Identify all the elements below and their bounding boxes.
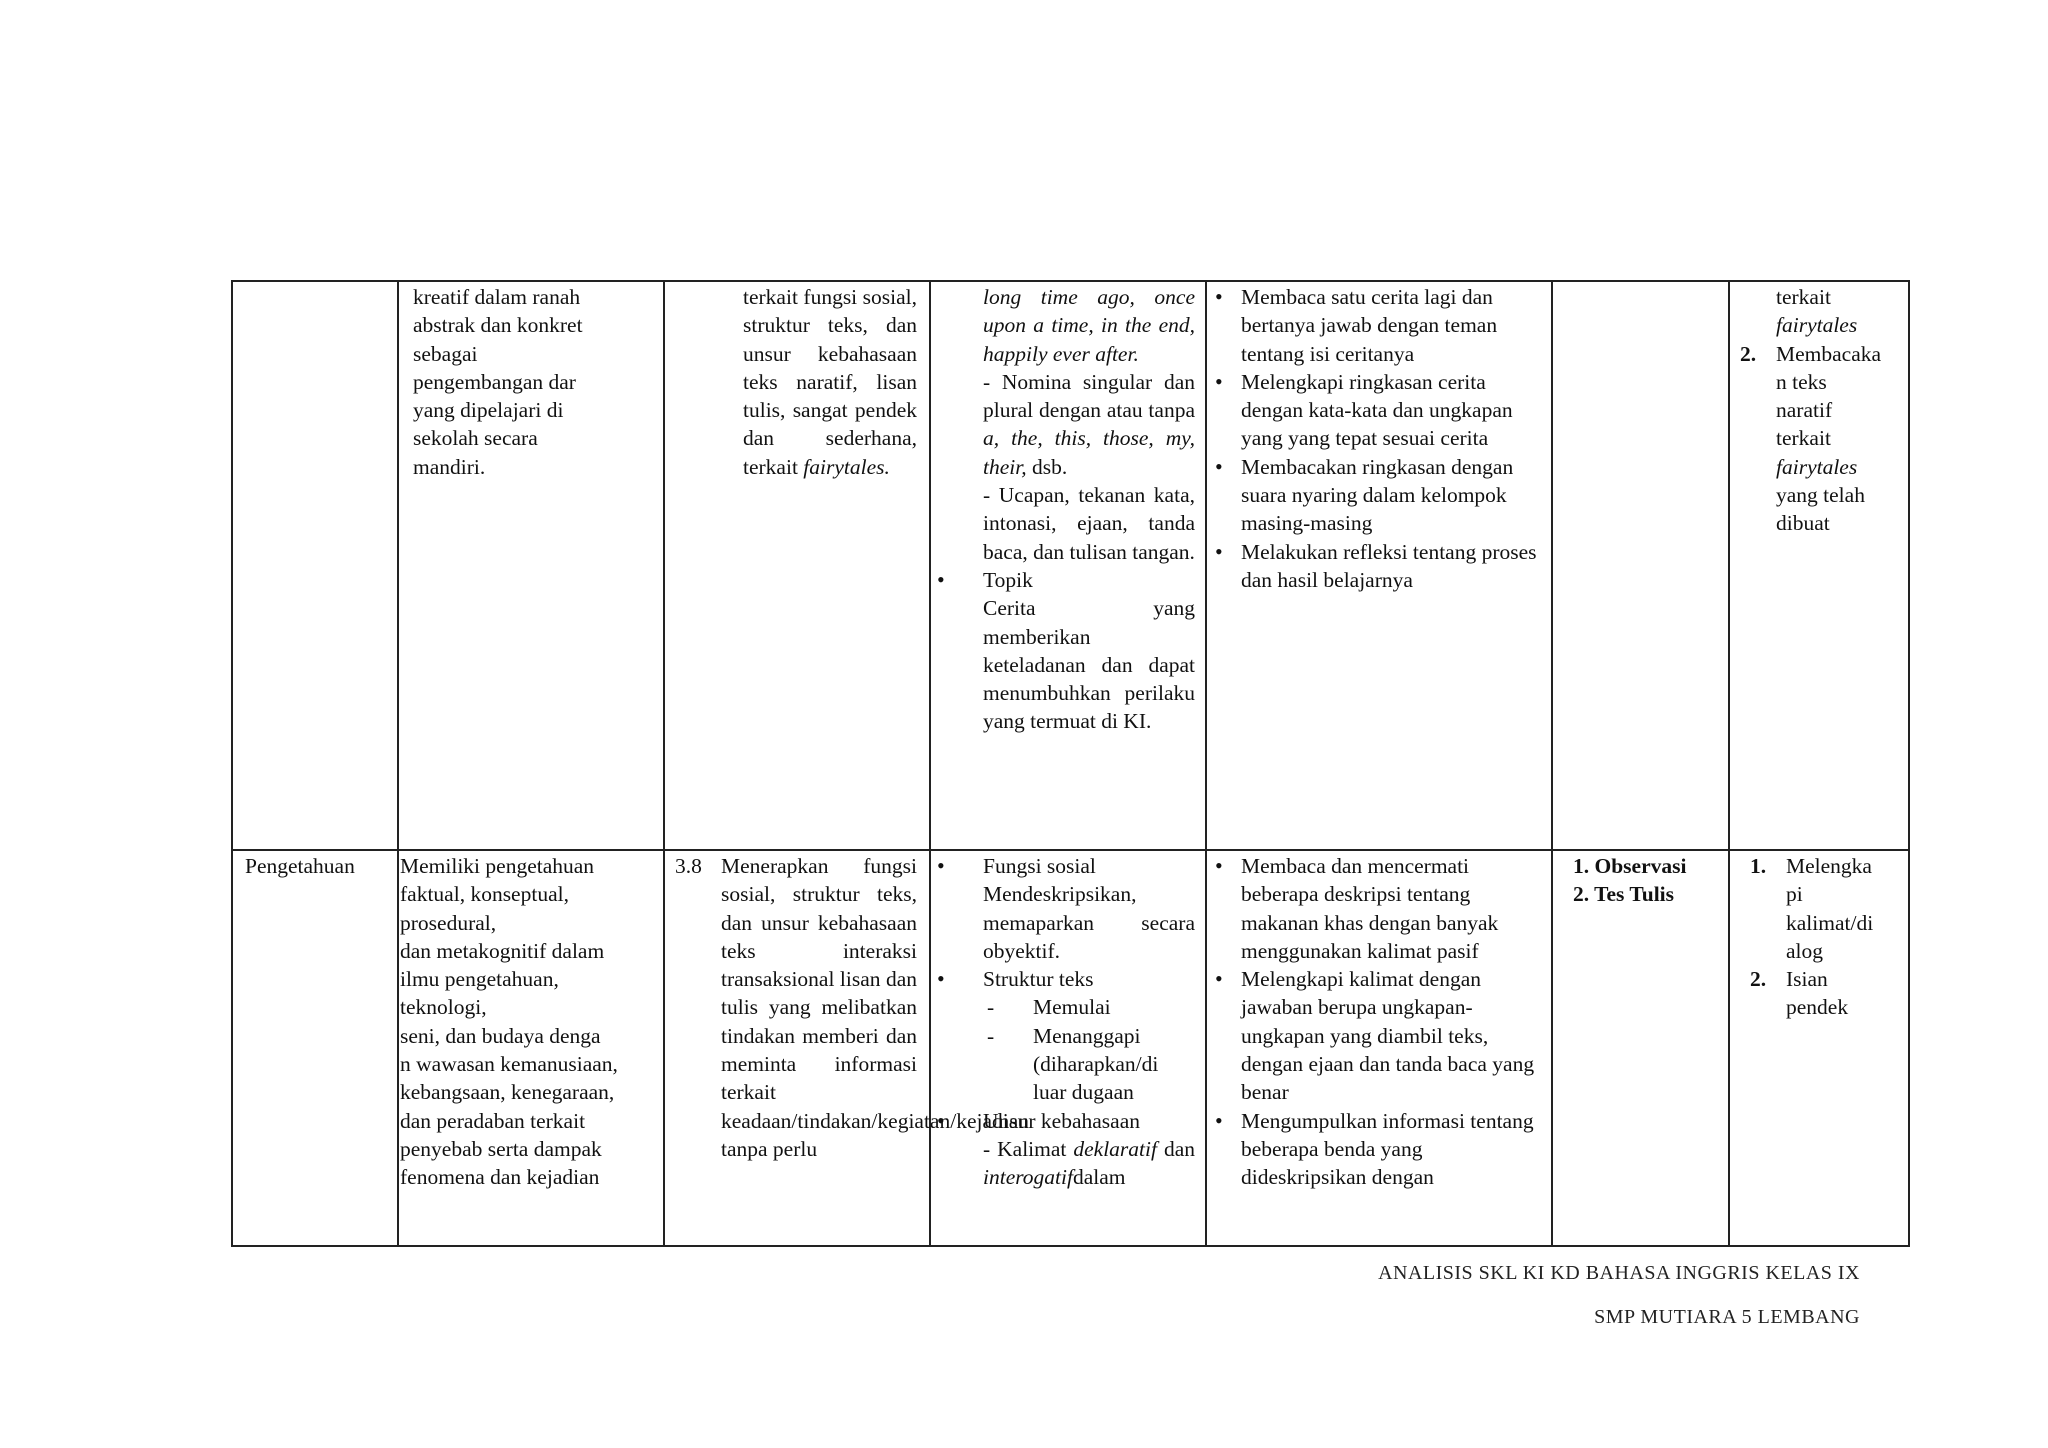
item-line: kalimat/di <box>1786 910 1874 935</box>
fungsi-label: • Fungsi sosial <box>983 854 1096 878</box>
teknik-item: 1. Observasi <box>1573 854 1687 878</box>
ki-line: ilmu pengetahuan, <box>400 967 559 992</box>
instrumen-cont-italic: fairytales <box>1776 313 1858 338</box>
kegiatan-cell <box>1206 281 1552 850</box>
materi-intro: long time ago, once upon a time, in the end, happily ever after. <box>983 285 1195 366</box>
materi-topik-list <box>983 566 1195 736</box>
list-item <box>983 1107 1195 1192</box>
ki-line: kreatif dalam ranah <box>413 285 581 309</box>
unsur-label: • Unsur kebahasaan <box>983 1108 1141 1133</box>
table-row <box>232 850 1909 1246</box>
instrumen-cell <box>1729 850 1909 1246</box>
teknik-cell <box>1552 281 1729 850</box>
table-row <box>232 281 1909 850</box>
ki-line: n wawasan kemanusiaan, <box>400 1052 618 1077</box>
ki-line: seni, dan budaya denga <box>400 1023 601 1048</box>
list-item <box>1750 965 1902 1022</box>
list-item: • Mengumpulkan informasi tentang beberapa benda yang dideskripsikan dengan <box>1241 1107 1541 1192</box>
instrumen-list <box>1730 851 1908 1022</box>
item-line: yang telah <box>1776 483 1865 508</box>
ki-line: dan metakognitif dalam <box>400 938 605 963</box>
item-line: Isian <box>1786 967 1828 992</box>
item-line: alog <box>1786 938 1824 963</box>
materi-cell <box>930 281 1206 850</box>
kegiatan-list <box>1207 851 1551 1192</box>
list-item <box>983 852 1195 965</box>
kompetensi-inti-cell <box>398 850 664 1246</box>
kegiatan-cell <box>1206 850 1552 1246</box>
footer-school: SMP MUTIARA 5 LEMBANG <box>1594 1306 1860 1328</box>
item-line: n teks <box>1776 369 1827 394</box>
ki-line: Memiliki pengetahuan <box>400 854 595 878</box>
materi-ucapan: - Ucapan, tekanan kata, intonasi, ejaan, tanda baca, dan tulisan tangan. <box>983 483 1195 564</box>
materi-cell <box>930 850 1206 1246</box>
list-item: • Membacakan ringkasan dengan suara nyaring dalam kelompok masing-masing <box>1241 453 1541 538</box>
ki-line: kebangsaan, kenegaraan, <box>400 1080 615 1105</box>
kd-text: Menerapkan fungsi sosial, struktur teks, dan unsur kebahasaan teks interaksi transaksional lisan dan tulis yang melibatkan tindakan memberi dan meminta informasi terkait keadaan/tindakan/kegiatan/kejadian tanpa perlu <box>721 854 1030 1161</box>
materi-nomina: - Nomina singular dan plural dengan atau tanpa a, the, this, those, my, their, dsb. <box>983 369 1195 479</box>
list-item: • Melakukan refleksi tentang proses dan hasil belajarnya <box>1241 538 1541 595</box>
list-item: - Menanggapi (diharapkan/di luar dugaan <box>1033 1022 1195 1107</box>
list-item: • Melengkapi ringkasan cerita dengan kata-kata dan ungkapan yang yang tepat sesuai cerita <box>1241 368 1541 453</box>
instrumen-cont: terkait <box>1776 285 1831 309</box>
list-item <box>983 566 1195 736</box>
item-number: 1. <box>1750 854 1767 878</box>
kompetensi-dasar-cell <box>664 850 1030 1246</box>
list-item: • Melengkapi kalimat dengan jawaban berupa ungkapan-ungkapan yang diambil teks, dengan ejaan dan tanda baca yang benar <box>1241 965 1541 1106</box>
ki-line: yang dipelajari di <box>413 398 564 423</box>
list-item <box>983 965 1195 1106</box>
item-line: terkait <box>1776 426 1831 451</box>
ki-line: dan peradaban terkait <box>400 1108 586 1133</box>
item-line: pendek <box>1786 995 1849 1020</box>
item-line: fairytales <box>1776 454 1858 479</box>
item-line: dibuat <box>1776 511 1830 536</box>
list-item: • Membaca dan mencermati beberapa deskripsi tentang makanan khas dengan banyak menggunakan kalimat pasif <box>1241 852 1541 965</box>
ki-line: sekolah secara <box>413 426 538 451</box>
aspect-cell <box>232 850 398 1246</box>
teknik-cell <box>1552 850 1729 1246</box>
ki-line: prosedural, <box>400 910 497 935</box>
list-item: - Memulai <box>1033 993 1195 1021</box>
kompetensi-dasar-cell <box>664 281 930 850</box>
list-item <box>1740 340 1902 538</box>
struktur-label: • Struktur teks <box>983 967 1094 992</box>
kegiatan-list <box>1207 282 1551 594</box>
item-line: Melengka <box>1786 854 1872 878</box>
aspect-label: Pengetahuan <box>245 854 355 878</box>
topik-label: • Topik <box>983 567 1033 592</box>
ki-line: faktual, konseptual, <box>400 882 569 907</box>
materi-list <box>931 851 1205 1192</box>
ki-line: pengembangan dar <box>413 369 576 394</box>
item-line: pi <box>1786 882 1803 907</box>
instrumen-cell <box>1729 281 1909 850</box>
item-line: naratif <box>1776 398 1833 423</box>
footer-title: ANALISIS SKL KI KD BAHASA INGGRIS KELAS IX <box>1378 1262 1860 1284</box>
struktur-list <box>983 993 1195 1106</box>
instrumen-list <box>1740 340 1902 538</box>
list-item <box>1750 852 1902 965</box>
kd-number: 3.8 <box>675 854 702 878</box>
ki-line: mandiri. <box>413 454 486 479</box>
teknik-item: 2. Tes Tulis <box>1573 882 1675 907</box>
fungsi-text: Mendeskripsikan, memaparkan secara obyektif. <box>983 882 1195 963</box>
aspect-cell <box>232 281 398 850</box>
ki-line: fenomena dan kejadian <box>400 1165 600 1190</box>
item-number: 2. <box>1750 967 1767 992</box>
analysis-table <box>231 280 1910 1247</box>
item-line: Membacaka <box>1776 341 1882 366</box>
unsur-text: - Kalimat deklaratif dan interogatifdalam <box>983 1136 1196 1190</box>
list-item: • Membaca satu cerita lagi dan bertanya jawab dengan teman tentang isi ceritanya <box>1241 283 1541 368</box>
item-number: 2. <box>1740 341 1757 366</box>
topik-text: Cerita yang memberikan keteladanan dan dapat menumbuhkan perilaku yang termuat di KI. <box>983 596 1195 734</box>
ki-line: penyebab serta dampak <box>400 1136 602 1161</box>
kompetensi-inti-cell <box>398 281 664 850</box>
ki-line: abstrak dan konkret <box>413 313 583 338</box>
ki-line: sebagai <box>413 341 478 366</box>
ki-line: teknologi, <box>400 995 487 1020</box>
kd-text: terkait fungsi sosial, struktur teks, dan unsur kebahasaan teks naratif, lisan tulis, sangat pendek dan sederhana, terkait fairytales. <box>743 285 917 479</box>
